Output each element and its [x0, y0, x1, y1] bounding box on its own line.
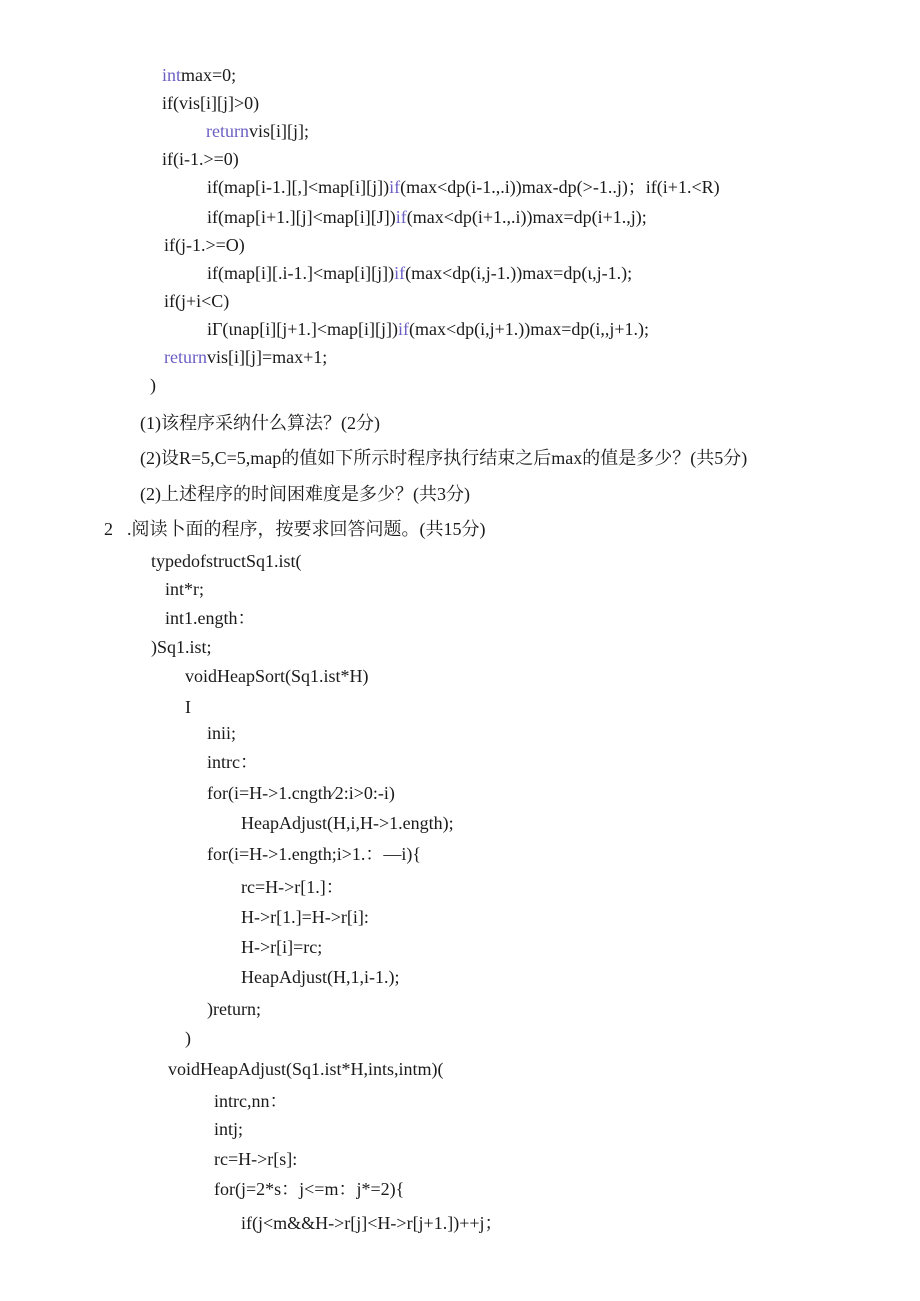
code-line: for(i=H->1.cngth∕2:i>0:-i)	[207, 783, 395, 803]
section-2-number: 2	[104, 519, 113, 539]
code-line: intmax=0;	[162, 65, 237, 85]
question-2: (2)设R=5,C=5,map的值如下所示时程序执行结束之后max的值是多少？(共5分)	[140, 448, 748, 468]
code-line: for(j=2*s：j<=m：j*=2){	[214, 1179, 405, 1199]
code-line: for(i=H->1.ength;i>1.：—i){	[207, 844, 422, 864]
code-line: if(j-1.>=O)	[164, 235, 245, 255]
code-line: rc=H->r[s]:	[214, 1149, 298, 1169]
code-line: if(i-1.>=0)	[162, 149, 239, 169]
code-line: int*r;	[165, 579, 204, 599]
code-line: int1.ength：	[165, 608, 256, 628]
code-keyword: if	[395, 207, 407, 227]
code-line: if(vis[i][j]>0)	[162, 93, 260, 113]
code-line: intrc,nn：	[214, 1091, 288, 1111]
code-line: returnvis[i][j];	[206, 121, 309, 141]
code-line: )Sq1.ist;	[151, 637, 212, 657]
code-line: HeapAdjust(H,1,i-1.);	[241, 967, 400, 987]
code-line: returnvis[i][j]=max+1;	[164, 347, 328, 367]
code-line: )	[185, 1028, 191, 1048]
code-keyword: return	[206, 121, 249, 141]
code-line: intrc：	[207, 752, 258, 772]
code-line: intj;	[214, 1119, 244, 1139]
code-line: typedofstructSq1.ist(	[151, 551, 302, 571]
code-line: voidHeapAdjust(Sq1.ist*H,ints,intm)(	[168, 1059, 444, 1079]
code-line: voidHeapSort(Sq1.ist*H)	[185, 666, 369, 686]
code-line: if(map[i+1.][j]<map[i][J])if(max<dp(i+1.,.i))max=dp(i+1.,j);	[207, 207, 647, 227]
code-keyword: if	[397, 319, 409, 339]
code-keyword: if	[394, 263, 406, 283]
code-line: )return;	[207, 999, 261, 1019]
code-line: H->r[i]=rc;	[241, 937, 323, 957]
code-line: if(j+i<C)	[164, 291, 230, 311]
code-line: H->r[1.]=H->r[i]:	[241, 907, 369, 927]
code-line: if(map[i][.i-1.]<map[i][j])if(max<dp(i,j-1.))max=dp(ι,j-1.);	[207, 263, 633, 283]
question-1: (1)该程序采纳什么算法？(2分)	[140, 413, 380, 433]
question-3: (2)上述程序的时间困难度是多少？(共3分)	[140, 484, 470, 504]
code-line: inii;	[207, 723, 237, 743]
code-keyword: return	[164, 347, 207, 367]
code-keyword: if	[389, 177, 401, 197]
code-line: )	[150, 375, 156, 395]
code-line: if(map[i-1.][,]<map[i][j])if(max<dp(i-1.,.i))max-dp(>-1..j)；if(i+1.<R)	[207, 177, 720, 197]
code-keyword: int	[162, 65, 182, 85]
section-2-title: .阅读卜面的程序，按要求回答问题。(共15分)	[127, 519, 486, 539]
code-line: if(j<m&&H->r[j]<H->r[j+1.])++j；	[241, 1213, 503, 1233]
code-line: HeapAdjust(H,i,H->1.ength);	[241, 813, 454, 833]
code-line: I	[185, 697, 191, 717]
code-line: rc=H->r[1.]：	[241, 877, 344, 897]
code-line: iΓ(ιnap[i][j+1.]<map[i][j])if(max<dp(i,j+1.))max=dp(i,,j+1.);	[207, 319, 650, 339]
